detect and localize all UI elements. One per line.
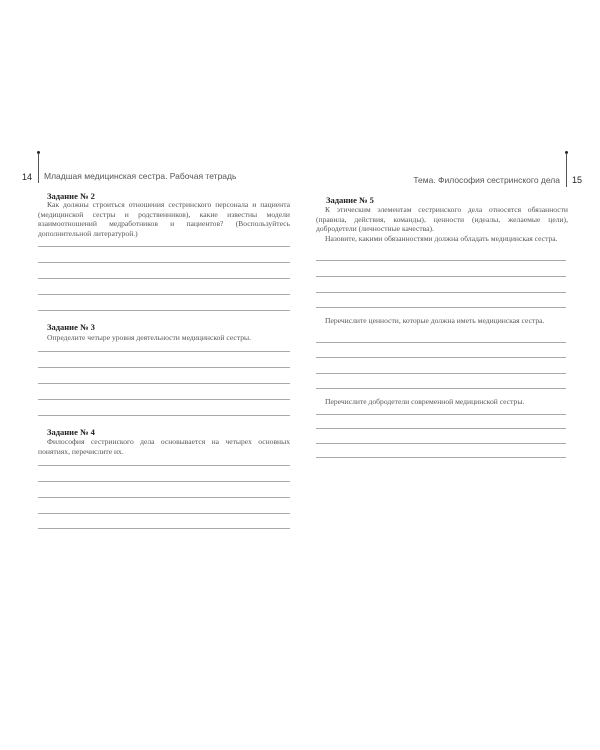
- right-page-number: 15: [572, 175, 583, 185]
- answer-line[interactable]: [38, 262, 290, 263]
- answer-line[interactable]: [316, 307, 566, 308]
- left-running-head: Младшая медицинская сестра. Рабочая тетрадь: [44, 171, 237, 181]
- task-5-question-duties: Назовите, какими обязанностями должна обладать медицинская сестра.: [325, 234, 558, 243]
- answer-line[interactable]: [316, 428, 566, 429]
- left-header-rule: [38, 153, 39, 183]
- answer-line[interactable]: [316, 457, 566, 458]
- answer-line[interactable]: [316, 342, 566, 343]
- answer-line[interactable]: [316, 357, 566, 358]
- answer-line[interactable]: [38, 278, 290, 279]
- answer-line[interactable]: [316, 443, 566, 444]
- task-2-title: Задание № 2: [47, 191, 95, 201]
- answer-line[interactable]: [38, 383, 290, 384]
- answer-line[interactable]: [316, 373, 566, 374]
- task-2-text: Как должны строиться отношения сестринского персонала и пациента (медицинской сестры и родственников), какие известны модели взаимоотношений медработников и пациентов? (Воспользуйтесь дополнительной литературой.): [38, 200, 290, 238]
- task-5-question-values: Перечислите ценности, которые должна иметь медицинская сестра.: [325, 316, 545, 325]
- answer-line[interactable]: [38, 294, 290, 295]
- answer-line[interactable]: [38, 246, 290, 247]
- task-4-text: Философия сестринского дела основывается на четырех основных понятиях, перечислите их.: [38, 437, 290, 456]
- task-5-text: К этическим элементам сестринского дела относятся обязанности (правила, действия, команды), ценности (идеалы, желаемые цели), добродетели (личностные качества).: [316, 205, 568, 234]
- answer-line[interactable]: [38, 497, 290, 498]
- task-5-question-virtues: Перечислите добродетели современной медицинской сестры.: [325, 397, 525, 406]
- answer-line[interactable]: [316, 388, 566, 389]
- answer-line[interactable]: [38, 399, 290, 400]
- answer-line[interactable]: [38, 481, 290, 482]
- task-3-text: Определите четыре уровня деятельности медицинской сестры.: [47, 333, 251, 342]
- right-running-head: Тема. Философия сестринского дела: [413, 175, 560, 185]
- answer-line[interactable]: [316, 276, 566, 277]
- task-3-title: Задание № 3: [47, 322, 95, 332]
- answer-line[interactable]: [38, 465, 290, 466]
- task-4-title: Задание № 4: [47, 427, 95, 437]
- answer-line[interactable]: [316, 260, 566, 261]
- answer-line[interactable]: [316, 414, 566, 415]
- answer-line[interactable]: [38, 351, 290, 352]
- answer-line[interactable]: [316, 292, 566, 293]
- task-5-title: Задание № 5: [326, 195, 374, 205]
- left-page-number: 14: [22, 172, 33, 182]
- answer-line[interactable]: [38, 415, 290, 416]
- answer-line[interactable]: [38, 310, 290, 311]
- answer-line[interactable]: [38, 528, 290, 529]
- right-header-rule: [566, 153, 567, 187]
- answer-line[interactable]: [38, 513, 290, 514]
- answer-line[interactable]: [38, 367, 290, 368]
